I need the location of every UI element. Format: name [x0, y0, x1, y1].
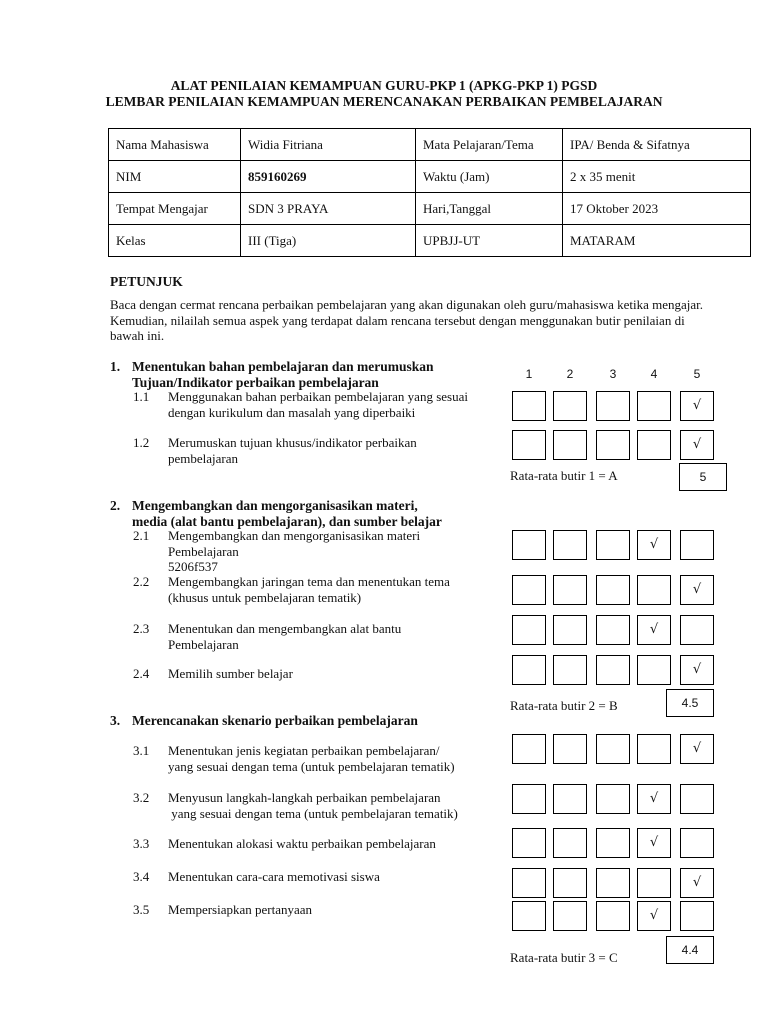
score-box-3[interactable] — [596, 734, 630, 764]
identity-cell: Hari,Tanggal — [416, 193, 563, 225]
item-text-line: Mempersiapkan pertanyaan — [168, 902, 313, 917]
score-box-3[interactable] — [596, 575, 630, 605]
score-box-2[interactable] — [553, 530, 587, 560]
identity-table — [108, 128, 751, 257]
average-label: Rata-rata butir 2 = B — [510, 698, 618, 713]
identity-cell: Mata Pelajaran/Tema — [416, 129, 563, 161]
identity-cell: Widia Fitriana — [241, 129, 416, 161]
item-text — [168, 666, 293, 682]
identity-row — [109, 161, 751, 193]
score-box-3[interactable] — [596, 901, 630, 931]
score-box-1[interactable] — [512, 615, 546, 645]
score-box-1[interactable] — [512, 575, 546, 605]
score-box-5[interactable] — [680, 391, 714, 421]
score-box-2[interactable] — [553, 901, 587, 931]
scale-header-5: 5 — [693, 367, 701, 381]
score-box-3[interactable] — [596, 615, 630, 645]
item-number: 3.4 — [133, 869, 150, 884]
section-title-line: Merencanakan skenario perbaikan pembelajaran — [132, 713, 418, 728]
check-mark-icon: √ — [692, 741, 702, 756]
identity-cell: SDN 3 PRAYA — [241, 193, 416, 225]
check-mark-icon: √ — [692, 398, 702, 413]
check-mark-icon: √ — [649, 835, 659, 850]
score-box-5[interactable] — [680, 430, 714, 460]
score-box-1[interactable] — [512, 828, 546, 858]
item-text — [168, 621, 401, 652]
score-box-2[interactable] — [553, 784, 587, 814]
scale-header-1: 1 — [525, 367, 533, 381]
score-box-3[interactable] — [596, 430, 630, 460]
section-title-line: Menentukan bahan pembelajaran dan merumuskan — [132, 359, 434, 374]
score-box-4[interactable] — [637, 391, 671, 421]
check-mark-icon: √ — [692, 662, 702, 677]
item-number: 3.1 — [133, 743, 150, 758]
score-box-3[interactable] — [596, 655, 630, 685]
score-box-4[interactable] — [637, 784, 671, 814]
section-title-line: Tujuan/Indikator perbaikan pembelajaran — [132, 375, 379, 390]
petunjuk-heading: PETUNJUK — [110, 274, 183, 289]
item-text — [168, 869, 380, 885]
score-box-5[interactable] — [680, 530, 714, 560]
item-text-line: Menggunakan bahan perbaikan pembelajaran yang sesuai — [168, 389, 468, 404]
score-box-1[interactable] — [512, 430, 546, 460]
item-number: 1.1 — [133, 389, 150, 404]
item-text-line: Pembelajaran — [168, 543, 239, 559]
score-box-4[interactable] — [637, 575, 671, 605]
item-number: 2.4 — [133, 666, 150, 681]
score-box-5[interactable] — [680, 901, 714, 931]
petunjuk-text: Baca dengan cermat rencana perbaikan pembelajaran yang akan digunakan oleh guru/mahasiswa ketika mengajar. Kemudian, nilailah semua aspek yang terdapat dalam rencana tersebut dengan menggunakan butir penilaian di bawah ini. — [110, 297, 704, 343]
identity-row — [109, 129, 751, 161]
item-text — [168, 435, 417, 466]
item-text-line: Menentukan alokasi waktu perbaikan pembelajaran — [168, 836, 436, 851]
item-text — [168, 389, 468, 420]
score-box-4[interactable] — [637, 615, 671, 645]
score-box-5[interactable] — [680, 575, 714, 605]
item-number: 3.5 — [133, 902, 150, 917]
score-box-2[interactable] — [553, 615, 587, 645]
score-box-1[interactable] — [512, 868, 546, 898]
average-value-box: 4.4 — [666, 936, 714, 964]
section-title-line: media (alat bantu pembelajaran), dan sumber belajar — [132, 514, 442, 529]
identity-cell: Nama Mahasiswa — [109, 129, 241, 161]
score-box-2[interactable] — [553, 655, 587, 685]
item-text-line: Menentukan cara-cara memotivasi siswa — [168, 869, 380, 884]
item-text — [168, 902, 312, 918]
identity-cell: MATARAM — [563, 225, 751, 257]
item-number: 2.3 — [133, 621, 150, 636]
check-mark-icon: √ — [692, 437, 702, 452]
section-number: 1. — [110, 359, 121, 374]
score-box-1[interactable] — [512, 901, 546, 931]
scale-header-2: 2 — [566, 367, 574, 381]
average-value-box: 4.5 — [666, 689, 714, 717]
item-text-line: Menentukan jenis kegiatan perbaikan pembelajaran/ — [168, 743, 440, 758]
section-1-title — [110, 359, 434, 391]
score-box-1[interactable] — [512, 655, 546, 685]
scale-header-4: 4 — [650, 367, 658, 381]
score-box-3[interactable] — [596, 391, 630, 421]
score-box-1[interactable] — [512, 530, 546, 560]
score-box-3[interactable] — [596, 784, 630, 814]
check-mark-icon: √ — [649, 622, 659, 637]
identity-cell: Waktu (Jam) — [416, 161, 563, 193]
score-box-2[interactable] — [553, 828, 587, 858]
check-mark-icon: √ — [649, 791, 659, 806]
section-number: 3. — [110, 713, 121, 728]
score-box-5[interactable] — [680, 615, 714, 645]
check-mark-icon: √ — [692, 582, 702, 597]
score-box-1[interactable] — [512, 734, 546, 764]
score-box-3[interactable] — [596, 530, 630, 560]
item-number: 3.2 — [133, 790, 150, 805]
score-box-5[interactable] — [680, 734, 714, 764]
item-text — [168, 574, 450, 605]
item-text-line: Menentukan dan mengembangkan alat bantu — [168, 621, 402, 636]
form-title: ALAT PENILAIAN KEMAMPUAN GURU-PKP 1 (APKG-PKP 1) PGSD — [170, 78, 598, 93]
score-box-2[interactable] — [553, 391, 587, 421]
item-number: 2.1 — [133, 528, 150, 543]
item-number: 3.3 — [133, 836, 150, 851]
score-box-2[interactable] — [553, 868, 587, 898]
score-box-4[interactable] — [637, 828, 671, 858]
item-text-line: yang sesuai dengan tema (untuk pembelajaran tematik) — [168, 758, 455, 774]
identity-cell: 859160269 — [241, 161, 416, 193]
score-box-4[interactable] — [637, 655, 671, 685]
item-text-line: Mengembangkan dan mengorganisasikan materi — [168, 528, 421, 543]
score-box-4[interactable] — [637, 430, 671, 460]
score-box-4[interactable] — [637, 901, 671, 931]
identity-cell: Kelas — [109, 225, 241, 257]
identity-cell: 17 Oktober 2023 — [563, 193, 751, 225]
score-box-5[interactable] — [680, 655, 714, 685]
identity-cell: UPBJJ-UT — [416, 225, 563, 257]
check-mark-icon: √ — [649, 908, 659, 923]
check-mark-icon: √ — [692, 875, 702, 890]
identity-cell: IPA/ Benda & Sifatnya — [563, 129, 751, 161]
identity-cell: Tempat Mengajar — [109, 193, 241, 225]
item-text-line: (khusus untuk pembelajaran tematik) — [168, 589, 362, 605]
item-text-line: Merumuskan tujuan khusus/indikator perbaikan — [168, 435, 417, 450]
item-text — [168, 790, 458, 821]
score-box-5[interactable] — [680, 828, 714, 858]
identity-cell: NIM — [109, 161, 241, 193]
section-3-title — [110, 713, 418, 729]
item-text-line: Pembelajaran — [168, 636, 239, 652]
item-text-line: Mengembangkan jaringan tema dan menentukan tema — [168, 574, 450, 589]
item-text — [168, 836, 436, 852]
item-text — [168, 743, 455, 774]
average-value-box: 5 — [679, 463, 727, 491]
score-box-5[interactable] — [680, 868, 714, 898]
item-text — [168, 528, 420, 575]
item-text-line: Memilih sumber belajar — [168, 666, 293, 681]
item-number: 1.2 — [133, 435, 150, 450]
check-mark-icon: √ — [649, 537, 659, 552]
identity-row — [109, 193, 751, 225]
identity-cell: III (Tiga) — [241, 225, 416, 257]
item-number: 2.2 — [133, 574, 150, 589]
identity-cell: 2 x 35 menit — [563, 161, 751, 193]
score-box-4[interactable] — [637, 530, 671, 560]
section-title-line: Mengembangkan dan mengorganisasikan materi, — [132, 498, 418, 513]
score-box-2[interactable] — [553, 734, 587, 764]
form-subtitle: LEMBAR PENILAIAN KEMAMPUAN MERENCANAKAN PERBAIKAN PEMBELAJARAN — [105, 94, 663, 109]
item-text-line: dengan kurikulum dan masalah yang diperbaiki — [168, 404, 416, 420]
section-2-title — [110, 498, 442, 530]
score-box-3[interactable] — [596, 868, 630, 898]
average-label: Rata-rata butir 3 = C — [510, 950, 618, 965]
item-text-line: pembelajaran — [168, 450, 239, 466]
item-text-line: 5206f537 — [168, 559, 218, 574]
scale-header-3: 3 — [609, 367, 617, 381]
score-box-1[interactable] — [512, 391, 546, 421]
item-text-line: yang sesuai dengan tema (untuk pembelajaran tematik) — [168, 805, 458, 821]
score-box-1[interactable] — [512, 784, 546, 814]
score-box-2[interactable] — [553, 430, 587, 460]
section-number: 2. — [110, 498, 121, 513]
score-box-4[interactable] — [637, 868, 671, 898]
score-box-5[interactable] — [680, 784, 714, 814]
score-box-3[interactable] — [596, 828, 630, 858]
score-box-4[interactable] — [637, 734, 671, 764]
item-text-line: Menyusun langkah-langkah perbaikan pembelajaran — [168, 790, 441, 805]
identity-row — [109, 225, 751, 257]
score-box-2[interactable] — [553, 575, 587, 605]
average-label: Rata-rata butir 1 = A — [510, 468, 618, 483]
